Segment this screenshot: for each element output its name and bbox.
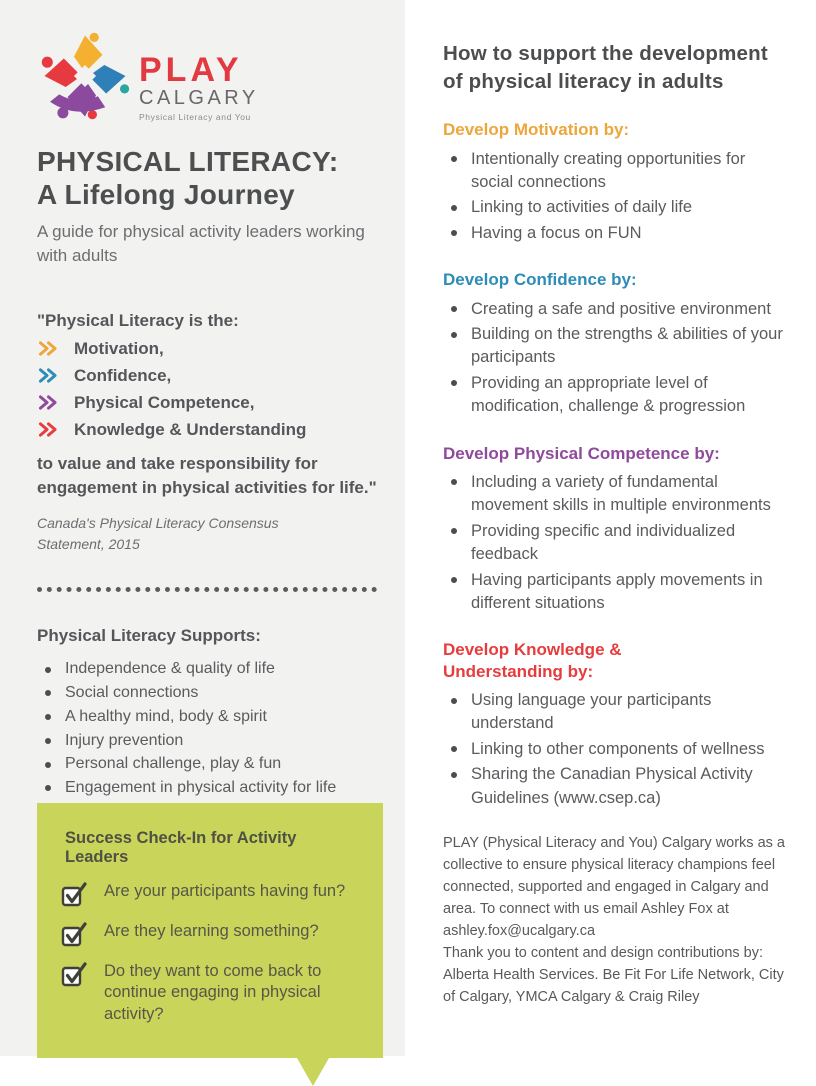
list-item: Having participants apply movements in different situations: [443, 569, 788, 616]
footer-paragraph: Thank you to content and design contributions by: Alberta Health Services. Be Fit For Life Network, City of Calgary, YMCA Calgary & Craig Riley: [443, 945, 784, 1006]
play-logo-star-icon: [37, 30, 133, 122]
list-item: Building on the strengths & abilities of your participants: [443, 323, 788, 370]
list-item: Independence & quality of life: [37, 658, 383, 681]
list-item: Social connections: [37, 682, 383, 705]
list-item: A healthy mind, body & spirit: [37, 706, 383, 729]
checkin-heading: Success Check-In for Activity Leaders: [65, 829, 297, 866]
list-item: Engagement in physical activity for life: [37, 777, 383, 800]
list-item: Providing specific and individualized feedback: [443, 520, 788, 567]
component-label: Motivation,: [74, 338, 164, 358]
component-label: Physical Competence,: [74, 392, 255, 412]
list-item: [37, 339, 383, 359]
definition-quote: [37, 311, 383, 556]
component-label: Confidence,: [74, 365, 172, 385]
supports-list: [37, 658, 383, 799]
list-item: Linking to other components of wellness: [443, 738, 788, 761]
section-motivation: [443, 119, 788, 245]
page-subtitle: A guide for physical activity leaders working with adults: [37, 221, 365, 266]
play-calgary-logo: [37, 30, 383, 122]
logo-city-text: CALGARY: [139, 86, 259, 109]
list-item: [37, 420, 383, 440]
list-item: Creating a safe and positive environment: [443, 298, 788, 321]
quote-components-list: [37, 339, 383, 440]
success-checkin-callout: [37, 803, 383, 1058]
supports-heading: Physical Literacy Supports:: [37, 626, 261, 646]
list-item: Linking to activities of daily life: [443, 196, 788, 219]
list-item: [61, 921, 363, 948]
section-confidence: [443, 269, 788, 418]
quote-intro: "Physical Literacy is the:: [37, 310, 239, 330]
how-to-support-heading: How to support the development of physical literacy in adults: [443, 42, 768, 93]
page-title-line1: PHYSICAL LITERACY:: [37, 146, 339, 177]
list-item: Personal challenge, play & fun: [37, 753, 383, 776]
component-label: Knowledge & Understanding: [74, 419, 307, 439]
checkin-question: Are your participants having fun?: [104, 882, 346, 900]
checkin-question: Do they want to come back to continue engaging in physical activity?: [104, 962, 322, 1023]
section-knowledge-understanding: [443, 639, 788, 810]
logo-brand-text: PLAY: [139, 50, 243, 89]
section-list: [443, 471, 788, 616]
double-chevron-icon: [37, 367, 59, 384]
list-item: Sharing the Canadian Physical Activity Guidelines (www.csep.ca): [443, 763, 788, 810]
list-item: [61, 961, 363, 1025]
quote-outro: to value and take responsibility for engagement in physical activities for life.": [37, 453, 377, 497]
about-footer: [443, 832, 788, 1008]
list-item: [37, 366, 383, 386]
section-heading: Develop Physical Competence by:: [443, 443, 720, 463]
section-heading: Develop Confidence by:: [443, 270, 637, 290]
speech-bubble-tail: [297, 1058, 329, 1086]
logo-tagline-text: Physical Literacy and You: [139, 111, 251, 122]
checked-checkbox-icon: [61, 921, 89, 948]
left-panel: [0, 0, 405, 1056]
checked-checkbox-icon: [61, 881, 89, 908]
footer-paragraph: PLAY (Physical Literacy and You) Calgary works as a collective to ensure physical literacy champions feel connected, supported and engaged in Calgary and area. To connect with us email Ashley Fox at ashley.fox@ucalgary.ca: [443, 835, 785, 940]
list-item: Having a focus on FUN: [443, 222, 788, 245]
quote-citation: Canada's Physical Literacy Consensus Statement, 2015: [37, 515, 279, 553]
page-title-line2: A Lifelong Journey: [37, 178, 295, 210]
list-item: Using language your participants understand: [443, 689, 788, 736]
section-list: [443, 298, 788, 419]
checkin-question: Are they learning something?: [104, 922, 319, 940]
right-panel: [405, 0, 816, 1056]
checked-checkbox-icon: [61, 961, 89, 988]
double-chevron-icon: [37, 421, 59, 438]
list-item: [61, 881, 363, 908]
checkin-list: [61, 881, 363, 1025]
list-item: Injury prevention: [37, 730, 383, 753]
list-item: [37, 393, 383, 413]
list-item: Providing an appropriate level of modification, challenge & progression: [443, 372, 788, 419]
section-heading: Develop Knowledge & Understanding by:: [443, 640, 622, 681]
section-list: [443, 148, 788, 246]
list-item: Intentionally creating opportunities for social connections: [443, 148, 788, 195]
section-heading: Develop Motivation by:: [443, 120, 630, 140]
logo-wordmark: [139, 31, 259, 122]
dotted-divider: [37, 587, 377, 592]
section-list: [443, 689, 788, 810]
double-chevron-icon: [37, 340, 59, 357]
page-title: [37, 146, 383, 212]
list-item: Including a variety of fundamental movement skills in multiple environments: [443, 471, 788, 518]
double-chevron-icon: [37, 394, 59, 411]
section-physical-competence: [443, 443, 788, 616]
